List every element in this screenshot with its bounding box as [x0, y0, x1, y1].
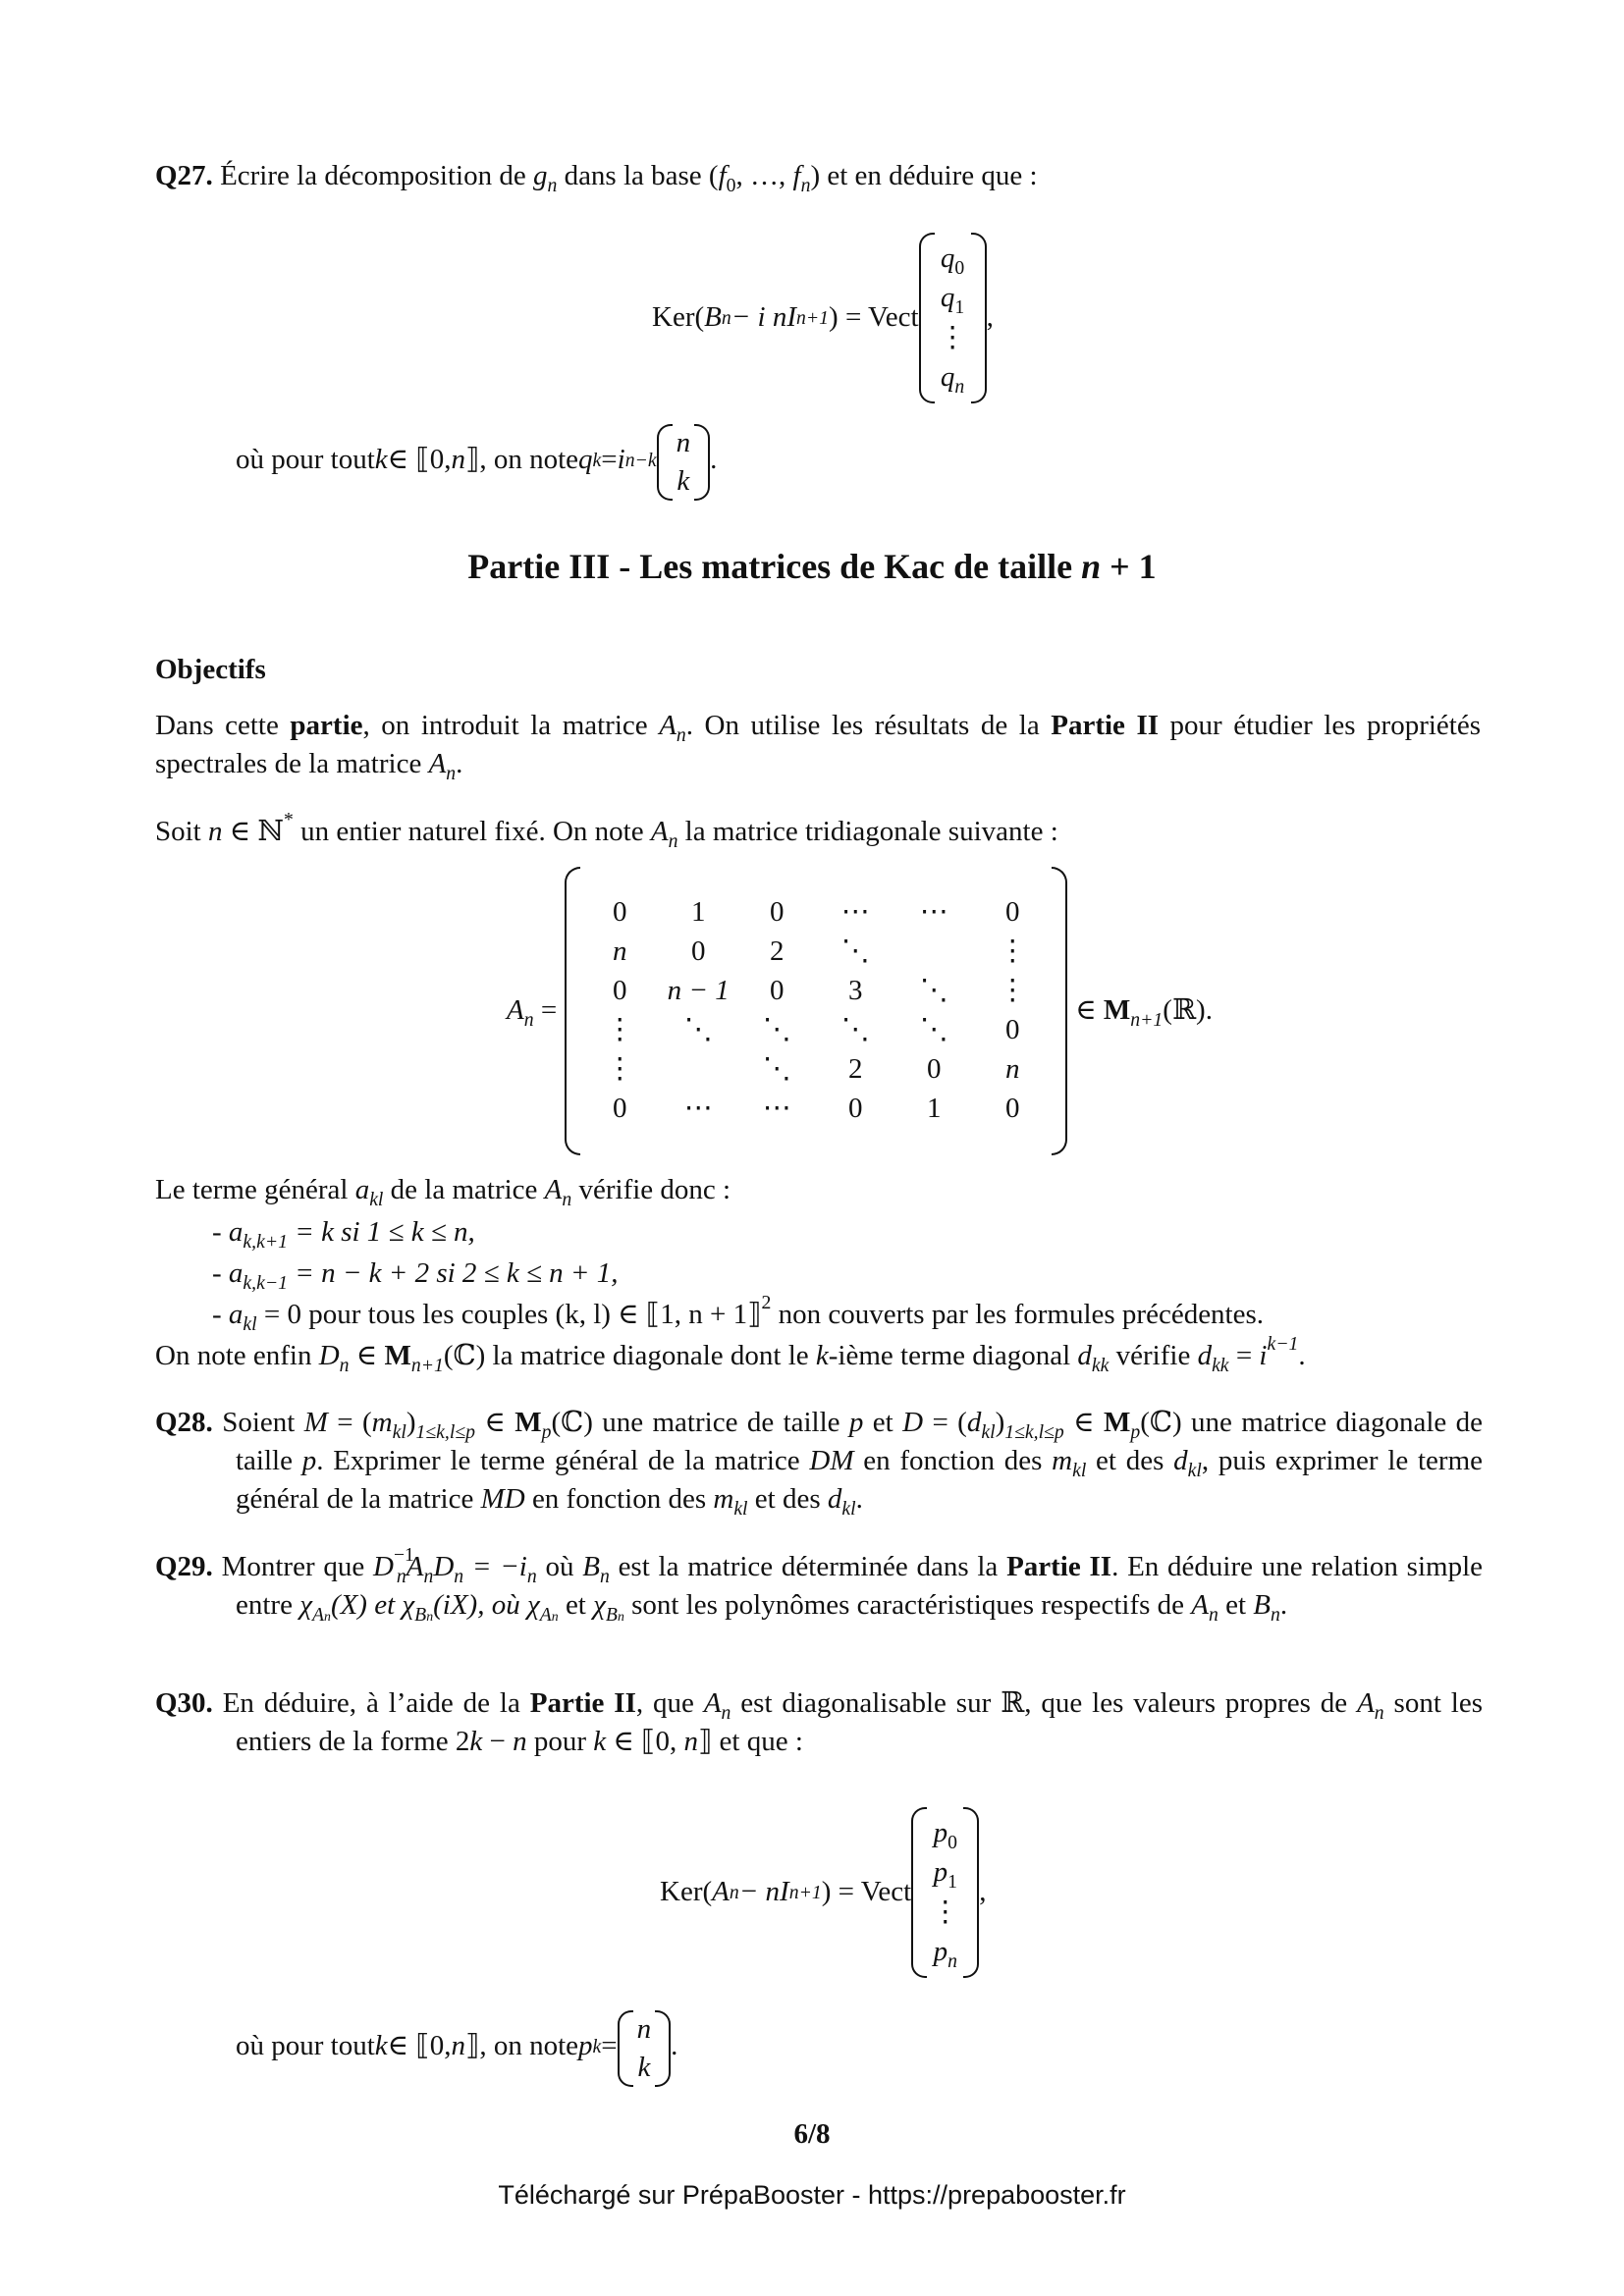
right-paren: [694, 424, 710, 501]
math-var: n: [1081, 547, 1102, 586]
matrix-cell: ⋯: [919, 896, 948, 929]
matrix-row: [580, 893, 1052, 933]
text: . On utilise les résultats de la: [685, 710, 1052, 741]
q27-note: où pour tout k ∈ ⟦0, n ⟧, on note q k = i n−k n k .: [236, 424, 717, 497]
text: Partie III - Les matrices de Kac de taille: [467, 547, 1082, 586]
math-sub: n: [562, 1188, 572, 1210]
matrix-cell: ⋯: [840, 896, 870, 929]
right-paren: [963, 1807, 979, 1978]
matrix-cell: 0: [690, 935, 706, 968]
definition-paragraph: [155, 809, 1481, 852]
math-var: a: [354, 1174, 370, 1205]
bold-text: partie: [290, 710, 363, 741]
text: ∈ ℕ: [222, 816, 284, 847]
left-paren: [618, 2010, 633, 2087]
matrix-cell: 0: [769, 896, 785, 929]
math-sub: n: [668, 829, 678, 852]
rule-item: - $a_{k,k+1} = k$ si 1 ≤ k ≤ n,: [212, 1216, 475, 1253]
vector-entry: $q_0$: [940, 242, 965, 279]
text: Soit: [155, 816, 208, 847]
vector-entry: $p_0$: [933, 1817, 957, 1853]
matrix-row: [580, 933, 1052, 972]
matrix-cell: ⋱: [840, 935, 870, 968]
binom-top: n: [676, 427, 691, 458]
text: =: [601, 444, 618, 476]
matrix-cell: [659, 1050, 737, 1090]
math-var: n: [451, 444, 465, 476]
question-30: [155, 1684, 1483, 1761]
vector-entry: $p_1$: [933, 1856, 957, 1894]
q30-note: où pour tout k ∈ ⟦0, n ⟧, on note p k = n k .: [236, 2010, 677, 2083]
vector-entries: [927, 1814, 963, 1971]
text: ,: [986, 301, 994, 334]
math-var: q: [578, 444, 593, 476]
matrix-cell: ⋮: [998, 935, 1027, 968]
general-term-intro: [155, 1171, 1481, 1209]
matrix-cell: 0: [612, 1093, 627, 1125]
dn-definition: On note enfin $D_n$ ∈ $M_{n+1}(ℂ)$ la matrice diagonale dont le k-ième terme diagonal $d_{kk}$ vérifie $d_{kk} = i^{k-1}$.: [155, 1333, 1306, 1376]
left-paren: [657, 424, 673, 501]
question-29: [155, 1544, 1484, 1627]
math-var: A: [659, 710, 677, 741]
matrix-cell: 0: [612, 896, 627, 929]
vector-entries: [935, 240, 971, 397]
matrix-cell: ⋱: [919, 1014, 948, 1046]
question-body: Q30. En déduire, à l’aide de la Partie II, que $A_n$ est diagonalisable sur ℝ, que les valeurs propres de $A_n$ sont les entiers de la forme 2k − n pour k ∈ ⟦0, n⟧ et que :: [155, 1687, 1484, 1758]
question-label: Q30.: [155, 1687, 213, 1719]
matrix-cell: 0: [1004, 896, 1020, 929]
left-paren: [565, 867, 580, 1155]
binomial: [618, 2010, 672, 2083]
question-body: Q28. Soient $M = (m_{kl})_{1\le k,l\le p}$ ∈ $M_p(ℂ)$ une matrice de taille p et $D = (d_{kl})_{1\le k,l\le p}$ ∈ $M_p(ℂ)$ une matrice diagonale de taille p. Exprimer le terme général de la matrice DM en fonction des $m_{kl}$ et des $d_{kl}$, puis exprimer le terme général de la matrice MD en fonction des $m_{kl}$ et des $d_{kl}$.: [155, 1407, 1484, 1521]
text: où pour tout: [236, 444, 375, 476]
matrix-cell: ⋱: [840, 1014, 870, 1046]
math-var: n: [208, 816, 223, 847]
binomial-entries: [633, 2010, 656, 2083]
matrix-cell: 0: [1004, 1014, 1020, 1046]
matrix-cell: ⋱: [919, 975, 948, 1007]
matrix-cell: 0: [847, 1093, 863, 1125]
question-label: Q29.: [155, 1551, 213, 1582]
left-paren: [911, 1807, 927, 1978]
matrix-row: [580, 972, 1052, 1011]
vector-entry: ⋮: [931, 1896, 960, 1928]
math-sup: *: [283, 809, 294, 831]
text: Dans cette: [155, 710, 291, 741]
math-var: f: [718, 160, 727, 191]
question-label: Q27.: [155, 160, 213, 191]
q27-kernel-equation: Ker( B n − i n I n+1 ) = Vect $q_0$ $q_1$ ⋮ $q_n$ ,: [652, 232, 994, 404]
download-footer: Téléchargé sur PrépaBooster - https://prepabooster.fr: [498, 2180, 1126, 2210]
question-label: Q28.: [155, 1407, 213, 1438]
question-27: [155, 157, 1483, 195]
right-paren: [655, 2010, 671, 2087]
math-sub: n: [547, 174, 558, 196]
column-vector: [919, 235, 987, 401]
matrix-cell: 0: [769, 975, 785, 1007]
matrix-cell: 3: [847, 975, 863, 1007]
matrix-cell: ⋱: [683, 1014, 713, 1046]
kac-matrix-equation: [507, 864, 1213, 1158]
matrix-cell: ⋯: [683, 1093, 713, 1125]
math-sub: 0: [726, 174, 736, 196]
matrix-cell: ⋮: [605, 1014, 634, 1046]
matrix-cell: 2: [769, 935, 785, 968]
binom-bottom: k: [677, 465, 690, 498]
math-sub: kl: [369, 1188, 384, 1210]
matrix-cell: n − 1: [667, 975, 730, 1007]
page-number: 6/8: [793, 2118, 831, 2150]
matrix-cell: 1: [690, 896, 706, 929]
matrix-row: [580, 1011, 1052, 1050]
vector-entry: $q_n$: [940, 360, 965, 398]
math-var: g: [532, 160, 548, 191]
math-var: I: [786, 301, 797, 334]
text: Le terme général: [155, 1174, 355, 1205]
kac-matrix: [580, 893, 1052, 1129]
matrix-row: [580, 1050, 1052, 1090]
binom-bottom: k: [637, 2052, 651, 2084]
math-sub: n: [676, 723, 686, 746]
text: Écrire la décomposition de: [220, 160, 533, 191]
left-paren: [919, 233, 935, 403]
matrix-cell: n: [612, 935, 627, 968]
right-paren: [971, 233, 987, 403]
right-paren: [1052, 867, 1067, 1155]
text: + 1: [1101, 547, 1157, 586]
math-var: B: [704, 301, 722, 334]
text: .: [710, 444, 718, 476]
matrix-lhs: $A_n$ =: [507, 994, 558, 1032]
matrix-cell: ⋯: [762, 1093, 791, 1125]
matrix-cell: n: [1004, 1053, 1020, 1086]
text: un entier naturel fixé. On note: [293, 816, 651, 847]
matrix-cell: ⋮: [998, 975, 1027, 1007]
binom-top: n: [636, 2013, 652, 2045]
matrix-cell: ⋮: [605, 1053, 634, 1086]
text: , …,: [735, 160, 793, 191]
text: de la matrice: [383, 1174, 545, 1205]
matrix-cell: [894, 933, 973, 972]
text: , on introduit la matrice: [362, 710, 660, 741]
text: ) = Vect: [829, 301, 919, 334]
column-vector: [911, 1809, 979, 1976]
math-var: i: [617, 444, 625, 476]
math-var: A: [544, 1174, 563, 1205]
text: la matrice tridiagonale suivante :: [677, 816, 1058, 847]
text: ∈ ⟦0,: [387, 444, 452, 476]
matrix-cell: 2: [847, 1053, 863, 1086]
vector-entry: $p_n$: [933, 1935, 957, 1972]
math-var: A: [428, 748, 447, 780]
math-var: f: [792, 160, 801, 191]
matrix-cell: ⋱: [762, 1053, 791, 1086]
vector-entry: ⋮: [938, 321, 967, 353]
text: Ker(: [652, 301, 705, 334]
matrix-cell: 0: [1004, 1093, 1020, 1125]
binomial: [657, 424, 711, 497]
question-body: Q29. Montrer que $D^{-1}_nA_nD_n = -i_n$ où $B_n$ est la matrice déterminée dans la Partie II. En déduire une relation simple entre $\chi_{An}(X)$ et $\chi_{Bn}(iX)$, où $\chi_{An}$ et $\chi_{Bn}$ sont les polynômes caractéristiques respectifs de $A_n$ et $B_n$.: [155, 1544, 1484, 1627]
matrix-row: [580, 1090, 1052, 1129]
matrix-cell: 0: [926, 1053, 942, 1086]
math-sub: n: [800, 174, 811, 196]
matrix-cell: 1: [926, 1093, 942, 1125]
objectifs-heading: Objectifs: [155, 654, 266, 685]
math-var: A: [650, 816, 669, 847]
binomial-entries: [673, 424, 695, 497]
matrix-cell: ⋱: [762, 1014, 791, 1046]
text: pour étudier les propriétés spectrales de la matrice: [155, 710, 1481, 780]
math-var: k: [374, 444, 388, 476]
text: ⟧, on note: [464, 444, 579, 476]
text: dans la base (: [557, 160, 719, 191]
bold-text: Partie II: [1051, 710, 1160, 741]
matrix-cell: 0: [612, 975, 627, 1007]
rule-item: - $a_{k,k-1} = n - k + 2$ si 2 ≤ k ≤ n + 1,: [212, 1257, 619, 1294]
matrix-rhs: ∈ $M_{n+1}(ℝ)$.: [1075, 994, 1213, 1032]
question-28: [155, 1404, 1483, 1519]
text: ) et en déduire que :: [810, 160, 1038, 191]
text: − i n: [731, 301, 787, 334]
vector-entry: $q_1$: [940, 282, 965, 319]
text: .: [456, 748, 463, 780]
text: vérifie donc :: [571, 1174, 731, 1205]
q30-kernel-equation: Ker( A n − n I n+1 ) = Vect $p_0$ $p_1$ ⋮ $p_n$ ,: [660, 1806, 987, 1979]
part-title: [0, 543, 1624, 591]
math-sub: n: [446, 763, 457, 785]
objectifs-paragraph: [155, 707, 1481, 783]
rule-item: - $a_{kl} = 0$ pour tous les couples (k, l) ∈ ⟦1, n + 1⟧$^2$ non couverts par les formules précédentes.: [212, 1292, 1265, 1335]
